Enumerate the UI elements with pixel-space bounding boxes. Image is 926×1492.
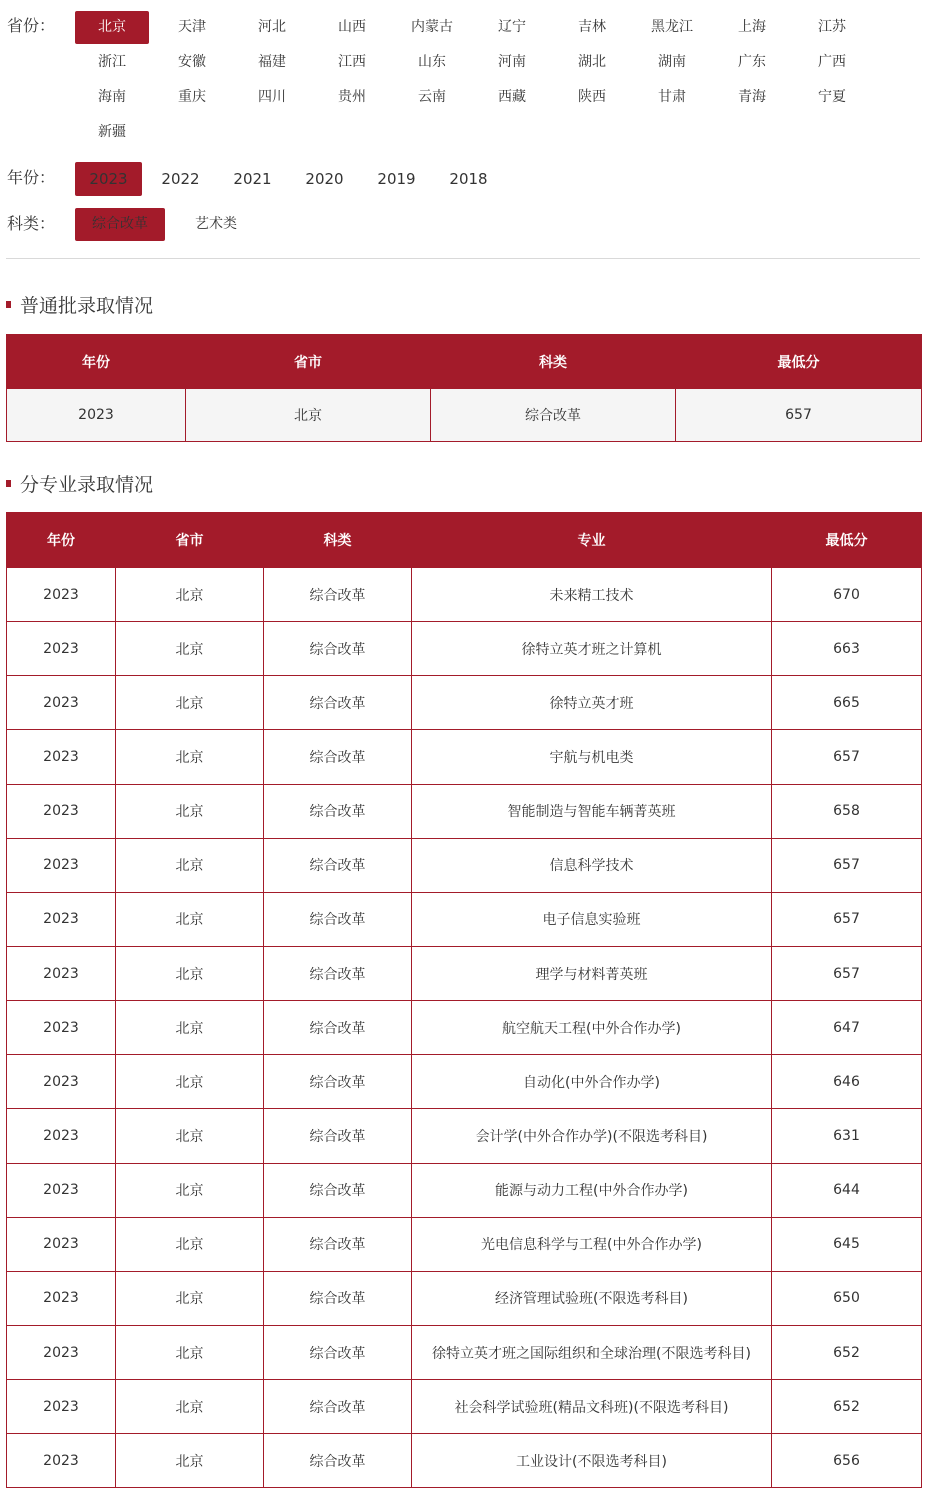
table-row [7, 1217, 922, 1271]
divider [6, 258, 920, 259]
province-option[interactable]: 新疆 [98, 124, 126, 140]
year-option[interactable]: 2019 [377, 170, 416, 188]
province-option[interactable]: 福建 [258, 54, 286, 70]
table-cell: 2023 [7, 389, 186, 442]
table-cell: 631 [772, 1109, 922, 1163]
table-cell: 652 [772, 1325, 922, 1379]
table-cell: 综合改革 [264, 1325, 412, 1379]
province-option[interactable]: 青海 [738, 89, 766, 105]
category-option[interactable]: 艺术类 [195, 216, 237, 232]
table-cell: 657 [772, 946, 922, 1000]
table-cell: 656 [772, 1434, 922, 1488]
province-option[interactable]: 海南 [98, 89, 126, 105]
table-cell: 2023 [7, 730, 116, 784]
year-option[interactable]: 2020 [305, 170, 344, 188]
table-row [7, 1380, 922, 1434]
table-cell: 综合改革 [264, 784, 412, 838]
table-cell: 能源与动力工程(中外合作办学) [412, 1163, 772, 1217]
table-row [7, 1163, 922, 1217]
table-cell: 综合改革 [264, 1271, 412, 1325]
year-option[interactable]: 2021 [233, 170, 272, 188]
table-row [7, 1325, 922, 1379]
province-filter [7, 11, 875, 151]
table-row [7, 1271, 922, 1325]
table-cell: 徐特立英才班之计算机 [412, 622, 772, 676]
table-row [7, 838, 922, 892]
column-header: 省市 [116, 513, 264, 568]
category-label: 科类： [7, 214, 56, 233]
table-cell: 北京 [116, 1001, 264, 1055]
table-cell: 657 [772, 838, 922, 892]
province-option[interactable]: 湖北 [578, 54, 606, 70]
table-cell: 665 [772, 676, 922, 730]
province-option[interactable]: 云南 [418, 89, 446, 105]
table-row [7, 389, 922, 442]
column-header: 年份 [7, 335, 186, 389]
province-option[interactable]: 山东 [418, 54, 446, 70]
table-cell: 657 [772, 730, 922, 784]
table-cell: 北京 [116, 1380, 264, 1434]
table-cell: 647 [772, 1001, 922, 1055]
table-row [7, 784, 922, 838]
table-row [7, 622, 922, 676]
table-cell: 综合改革 [264, 892, 412, 946]
table-cell: 北京 [116, 892, 264, 946]
province-option[interactable]: 湖南 [658, 54, 686, 70]
province-option[interactable]: 四川 [258, 89, 286, 105]
table-cell: 2023 [7, 1325, 116, 1379]
table-cell: 综合改革 [264, 1380, 412, 1434]
table-cell: 智能制造与智能车辆菁英班 [412, 784, 772, 838]
table-cell: 658 [772, 784, 922, 838]
table-cell: 未来精工技术 [412, 568, 772, 622]
table-cell: 宇航与机电类 [412, 730, 772, 784]
province-option[interactable]: 辽宁 [498, 19, 526, 35]
province-option[interactable]: 山西 [338, 19, 366, 35]
table-cell: 徐特立英才班 [412, 676, 772, 730]
province-option[interactable]: 陕西 [578, 89, 606, 105]
table-cell: 北京 [116, 1325, 264, 1379]
table-cell: 北京 [116, 784, 264, 838]
table-cell: 657 [772, 892, 922, 946]
table-cell: 北京 [116, 1163, 264, 1217]
column-header: 科类 [264, 513, 412, 568]
table-cell: 综合改革 [264, 622, 412, 676]
column-header: 省市 [186, 335, 431, 389]
table-cell: 航空航天工程(中外合作办学) [412, 1001, 772, 1055]
province-option[interactable]: 西藏 [498, 89, 526, 105]
column-header: 科类 [431, 335, 676, 389]
province-option[interactable]: 河南 [498, 54, 526, 70]
province-option[interactable]: 天津 [178, 19, 206, 35]
major-admission-table [6, 512, 922, 1488]
table-cell: 2023 [7, 1271, 116, 1325]
table-cell: 光电信息科学与工程(中外合作办学) [412, 1217, 772, 1271]
table-cell: 北京 [116, 1217, 264, 1271]
table-cell: 自动化(中外合作办学) [412, 1055, 772, 1109]
table-cell: 社会科学试验班(精品文科班)(不限选考科目) [412, 1380, 772, 1434]
column-header: 最低分 [676, 335, 922, 389]
column-header: 最低分 [772, 513, 922, 568]
province-label: 省份： [7, 16, 56, 35]
table-row [7, 1434, 922, 1488]
year-options [75, 162, 507, 196]
year-option[interactable]: 2023 [75, 162, 142, 196]
table-cell: 2023 [7, 1109, 116, 1163]
general-admission-table [6, 334, 922, 442]
table-cell: 2023 [7, 1001, 116, 1055]
year-option[interactable]: 2018 [449, 170, 488, 188]
table-cell: 北京 [116, 676, 264, 730]
table-header-row [7, 335, 922, 389]
title-bullet-icon [6, 480, 11, 487]
table-cell: 2023 [7, 784, 116, 838]
table-cell: 644 [772, 1163, 922, 1217]
table-cell: 徐特立英才班之国际组织和全球治理(不限选考科目) [412, 1325, 772, 1379]
province-option[interactable]: 贵州 [338, 89, 366, 105]
column-header: 专业 [412, 513, 772, 568]
province-option[interactable]: 广东 [738, 54, 766, 70]
table-cell: 北京 [116, 1434, 264, 1488]
category-filter [7, 208, 267, 241]
table-cell: 2023 [7, 1055, 116, 1109]
table-cell: 综合改革 [264, 1434, 412, 1488]
table-cell: 北京 [116, 568, 264, 622]
province-option[interactable]: 广西 [818, 54, 846, 70]
province-option[interactable]: 内蒙古 [411, 19, 453, 35]
table-cell: 2023 [7, 676, 116, 730]
general-title-text: 普通批录取情况 [20, 294, 154, 317]
table-cell: 综合改革 [264, 1055, 412, 1109]
table-row [7, 946, 922, 1000]
table-cell: 综合改革 [264, 676, 412, 730]
table-cell: 工业设计(不限选考科目) [412, 1434, 772, 1488]
table-cell: 2023 [7, 1380, 116, 1434]
table-cell: 2023 [7, 568, 116, 622]
table-cell: 2023 [7, 946, 116, 1000]
table-row [7, 568, 922, 622]
category-options [75, 208, 267, 241]
table-cell: 北京 [116, 838, 264, 892]
province-option[interactable]: 上海 [738, 19, 766, 35]
table-cell: 北京 [116, 946, 264, 1000]
general-section-title [6, 292, 153, 316]
table-row [7, 730, 922, 784]
province-option[interactable]: 江西 [338, 54, 366, 70]
table-cell: 2023 [7, 1434, 116, 1488]
table-cell: 2023 [7, 1217, 116, 1271]
table-row [7, 892, 922, 946]
table-cell: 综合改革 [264, 568, 412, 622]
table-cell: 综合改革 [264, 1001, 412, 1055]
major-title-text: 分专业录取情况 [20, 473, 154, 496]
table-cell: 663 [772, 622, 922, 676]
table-cell: 综合改革 [264, 1217, 412, 1271]
table-cell: 670 [772, 568, 922, 622]
table-cell: 综合改革 [431, 389, 676, 442]
province-option[interactable]: 安徽 [178, 54, 206, 70]
table-row [7, 1055, 922, 1109]
table-cell: 理学与材料菁英班 [412, 946, 772, 1000]
province-option[interactable]: 甘肃 [658, 89, 686, 105]
province-option[interactable]: 江苏 [818, 19, 846, 35]
table-cell: 2023 [7, 622, 116, 676]
table-cell: 综合改革 [264, 1109, 412, 1163]
table-cell: 北京 [116, 1109, 264, 1163]
province-option[interactable]: 宁夏 [818, 89, 846, 105]
table-cell: 北京 [116, 622, 264, 676]
major-section-title [6, 471, 153, 495]
table-cell: 北京 [186, 389, 431, 442]
table-cell: 657 [676, 389, 922, 442]
province-option[interactable]: 吉林 [578, 19, 606, 35]
table-row [7, 1001, 922, 1055]
year-filter [7, 162, 507, 196]
table-cell: 2023 [7, 1163, 116, 1217]
table-row [7, 1109, 922, 1163]
table-cell: 645 [772, 1217, 922, 1271]
table-cell: 信息科学技术 [412, 838, 772, 892]
table-cell: 652 [772, 1380, 922, 1434]
table-cell: 北京 [116, 1271, 264, 1325]
table-cell: 2023 [7, 838, 116, 892]
year-option[interactable]: 2022 [161, 170, 200, 188]
table-cell: 综合改革 [264, 1163, 412, 1217]
province-option[interactable]: 黑龙江 [651, 19, 693, 35]
province-option[interactable]: 重庆 [178, 89, 206, 105]
province-options [75, 11, 875, 151]
province-option[interactable]: 河北 [258, 19, 286, 35]
table-header-row [7, 513, 922, 568]
table-cell: 综合改革 [264, 730, 412, 784]
province-option[interactable]: 北京 [75, 11, 149, 44]
table-cell: 综合改革 [264, 838, 412, 892]
table-row [7, 676, 922, 730]
table-cell: 2023 [7, 892, 116, 946]
table-cell: 650 [772, 1271, 922, 1325]
category-option[interactable]: 综合改革 [75, 208, 165, 241]
table-cell: 北京 [116, 730, 264, 784]
table-cell: 经济管理试验班(不限选考科目) [412, 1271, 772, 1325]
title-bullet-icon [6, 301, 11, 308]
province-option[interactable]: 浙江 [98, 54, 126, 70]
table-cell: 电子信息实验班 [412, 892, 772, 946]
table-cell: 会计学(中外合作办学)(不限选考科目) [412, 1109, 772, 1163]
table-cell: 北京 [116, 1055, 264, 1109]
table-cell: 综合改革 [264, 946, 412, 1000]
column-header: 年份 [7, 513, 116, 568]
table-cell: 646 [772, 1055, 922, 1109]
year-label: 年份： [7, 168, 56, 187]
